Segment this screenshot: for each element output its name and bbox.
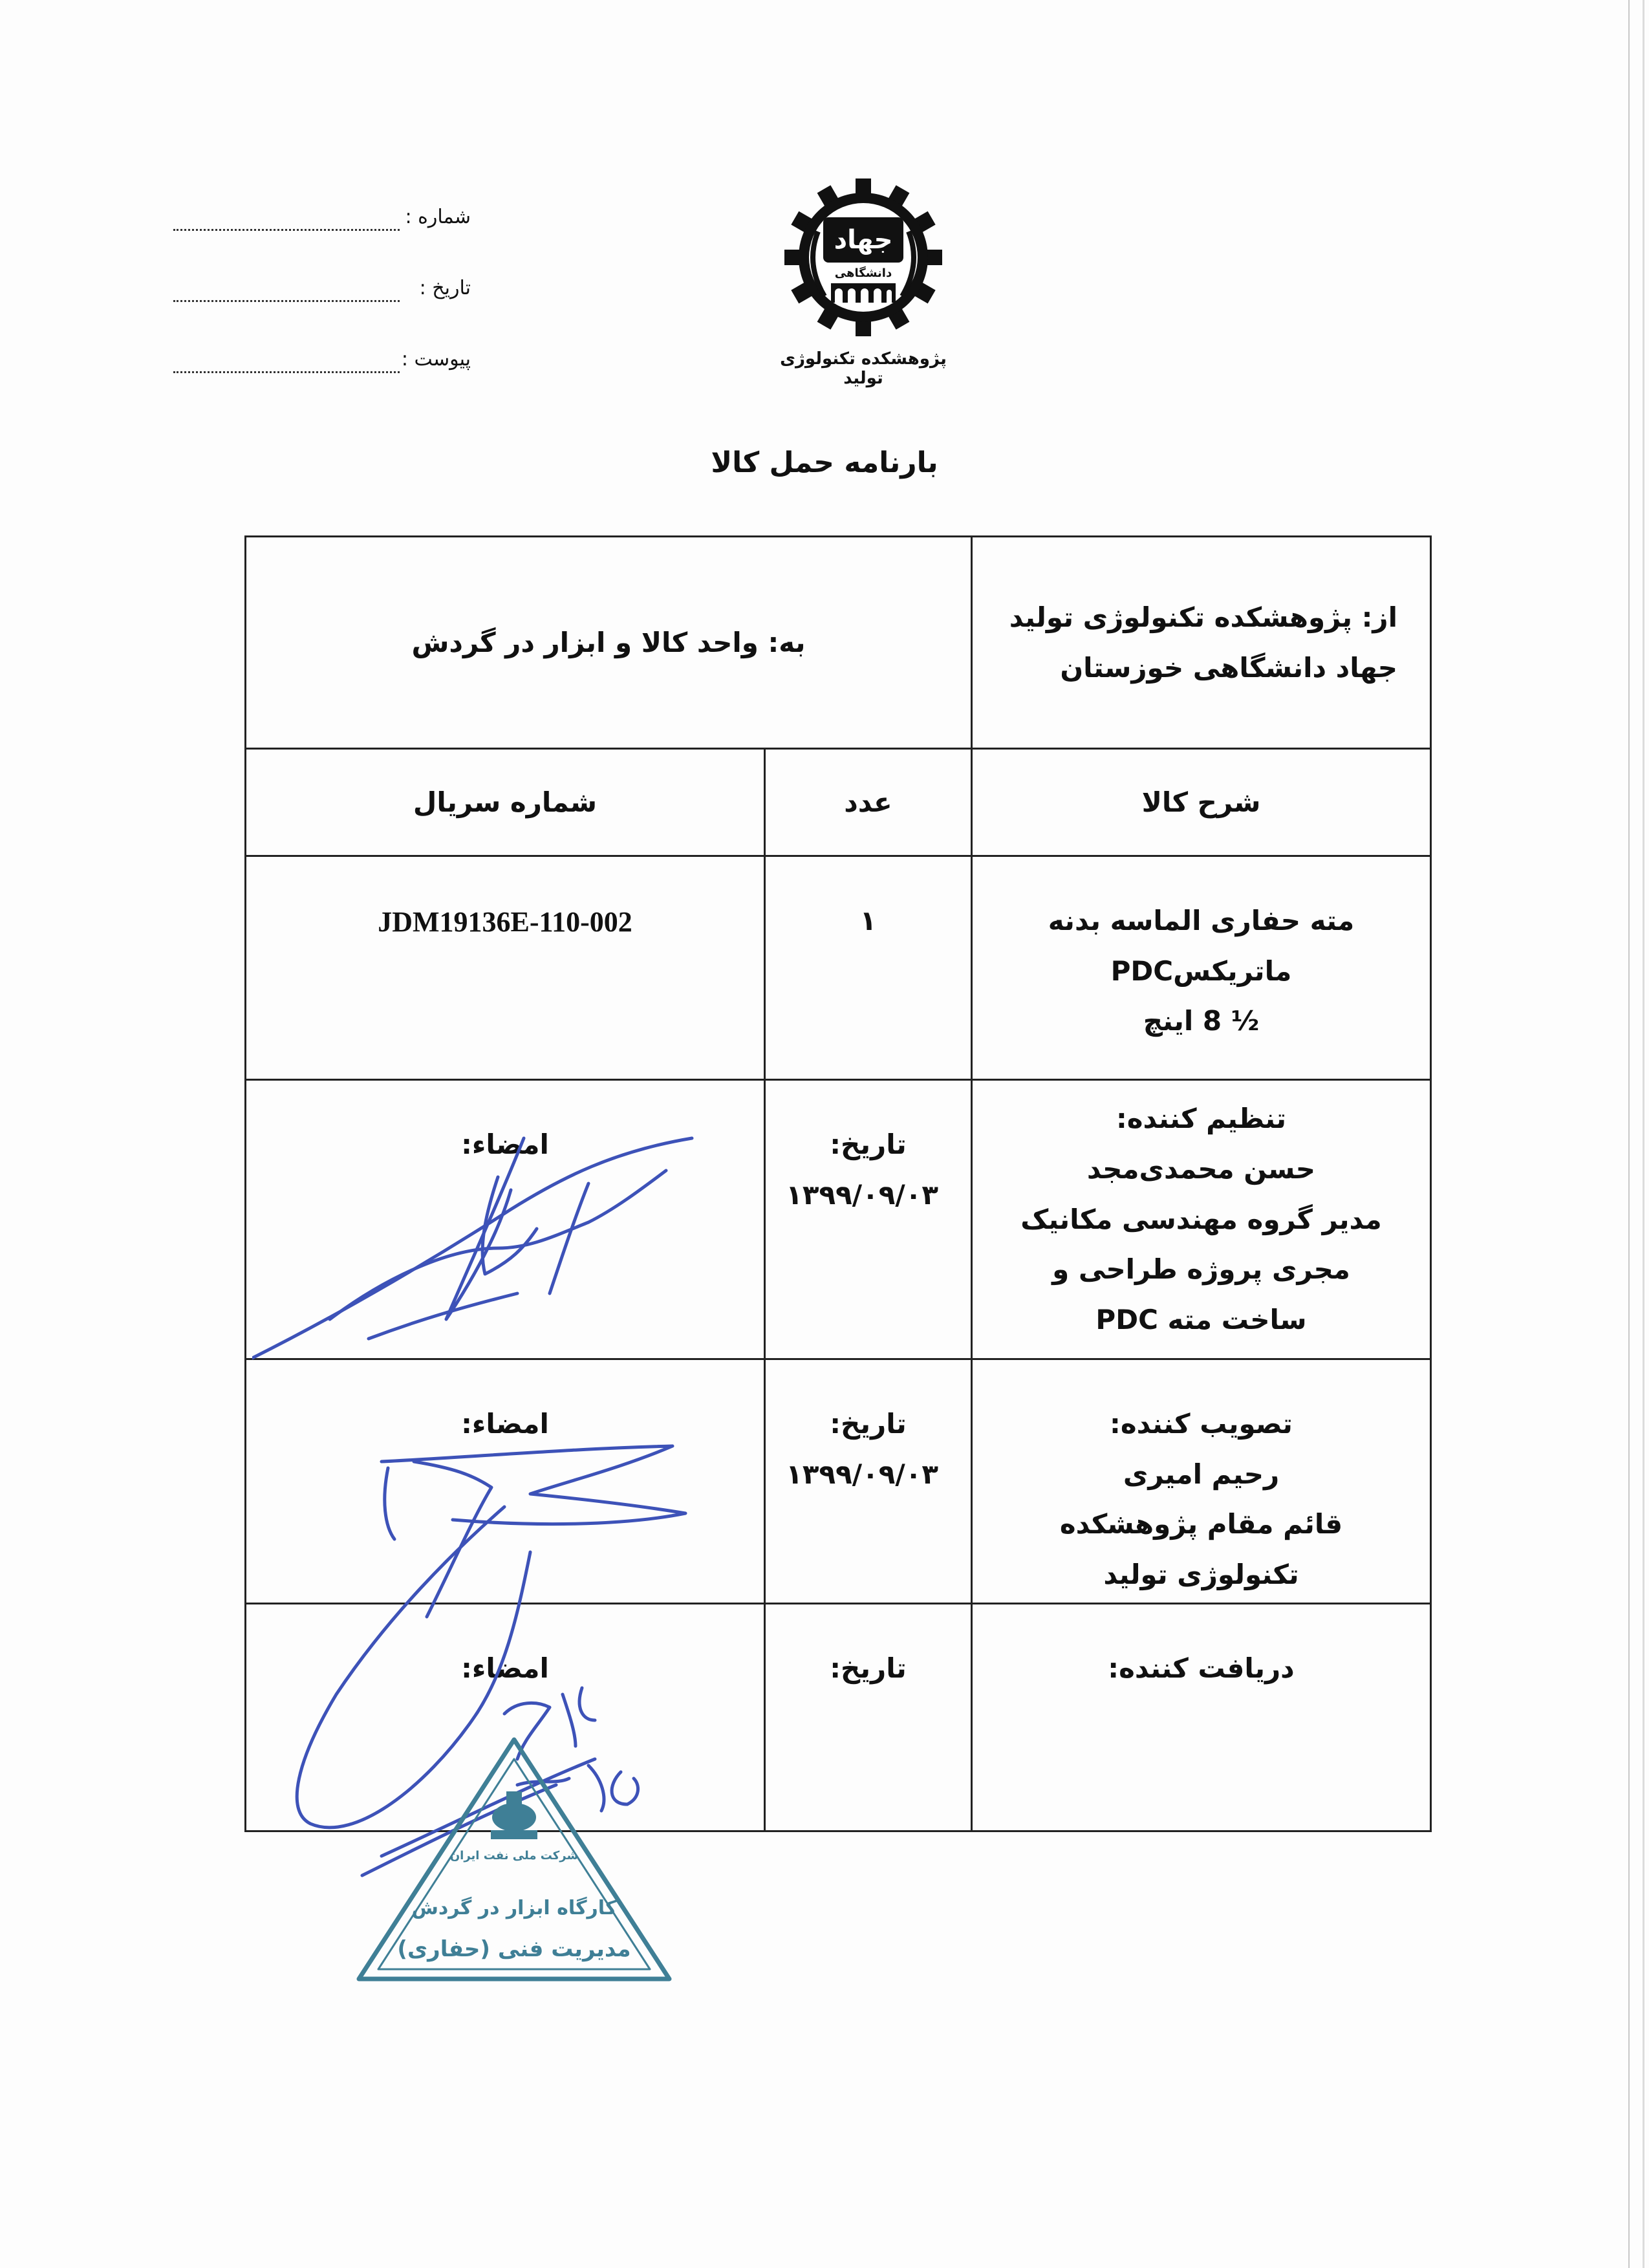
- approved-by-cell: [972, 1359, 1431, 1604]
- prepared-project: مجری پروژه طراحی و ساخت مته PDC: [1052, 1253, 1350, 1336]
- received-by-cell: [972, 1604, 1431, 1831]
- svg-text:کارگاه ابزار در گردش: کارگاه ابزار در گردش: [411, 1897, 617, 1919]
- number-dotted-line: [173, 229, 400, 231]
- approved-sign-label: امضاء:: [461, 1408, 549, 1440]
- scan-edge-line: [1628, 0, 1630, 2268]
- logo-tagline: پژوهشکده تکنولوژی تولید: [780, 349, 947, 388]
- prepared-sign-label: امضاء:: [461, 1129, 549, 1160]
- prepared-date-label: تاریخ:: [830, 1129, 907, 1160]
- attachment-label: پیوست :: [401, 348, 471, 371]
- column-header: عدد: [765, 749, 972, 856]
- prepared-date: ۱۳۹۹/۰۹/۰۳: [786, 1178, 938, 1211]
- date-field: [173, 277, 471, 309]
- table-row: [246, 856, 1431, 1080]
- number-field: [173, 206, 471, 238]
- from-cell: [972, 537, 1431, 749]
- item-description: مته حفاری الماسه بدنه ماتریکسPDC: [1048, 905, 1355, 987]
- column-header: شماره سریال: [246, 749, 765, 856]
- date-dotted-line: [173, 300, 400, 302]
- table-row: [246, 749, 1431, 856]
- page-title: بارنامه حمل کالا: [711, 446, 938, 479]
- approved-title: قائم مقام پژوهشکده تکنولوژی تولید: [1059, 1508, 1343, 1591]
- svg-text:شرکت ملی نفت ایران: شرکت ملی نفت ایران: [449, 1849, 579, 1863]
- table-row: [246, 537, 1431, 749]
- prepared-title: مدیر گروه مهندسی مکانیک: [1020, 1203, 1382, 1235]
- column-header: شرح کالا: [972, 749, 1431, 856]
- official-stamp: [352, 1733, 676, 1992]
- prepared-by-cell: [972, 1080, 1431, 1359]
- received-sign-label: امضاء:: [461, 1652, 549, 1684]
- approved-date-label: تاریخ:: [830, 1408, 907, 1440]
- prepared-role: تنظیم کننده:: [1116, 1103, 1287, 1135]
- approved-role: تصویب کننده:: [1110, 1408, 1293, 1440]
- prepared-date-cell: [765, 1080, 972, 1359]
- item-serial: JDM19136E-110-002: [378, 906, 632, 938]
- number-label: شماره :: [405, 206, 471, 228]
- approved-date: ۱۳۹۹/۰۹/۰۳: [786, 1458, 938, 1490]
- prepared-name: حسن محمدی‌مجد: [1086, 1152, 1316, 1185]
- received-date-label: تاریخ:: [830, 1652, 907, 1684]
- approved-name: رحیم امیری: [1123, 1458, 1280, 1490]
- attachment-dotted-line: [173, 371, 400, 373]
- signature-prepared: [252, 1125, 705, 1371]
- scan-edge-line: [1643, 0, 1644, 2268]
- svg-text:جهاد: جهاد: [834, 225, 893, 255]
- to-label: به: واحد کالا و ابزار در گردش: [411, 626, 806, 658]
- svg-text:دانشگاهی: دانشگاهی: [834, 266, 892, 280]
- item-serial-cell: [246, 856, 765, 1080]
- item-description-cell: [972, 856, 1431, 1080]
- item-size: ½ 8 اینچ: [1143, 1005, 1260, 1037]
- from-label: از: پژوهشکده تکنولوژی تولید جهاد دانشگاهی خوزستان: [1009, 601, 1397, 684]
- received-date-cell: [765, 1604, 972, 1831]
- received-role: دریافت کننده:: [1108, 1652, 1295, 1684]
- stamp-triangle-icon: [352, 1733, 676, 1992]
- to-cell: [246, 537, 972, 749]
- item-quantity: ۱: [765, 856, 972, 1080]
- logo-emblem-icon: [766, 173, 960, 348]
- jahad-logo: [766, 173, 960, 388]
- approved-date-cell: [765, 1359, 972, 1604]
- date-label: تاریخ :: [419, 277, 471, 299]
- attachment-field: [173, 348, 471, 380]
- svg-text:مدیریت فنی (حفاری): مدیریت فنی (حفاری): [397, 1936, 631, 1962]
